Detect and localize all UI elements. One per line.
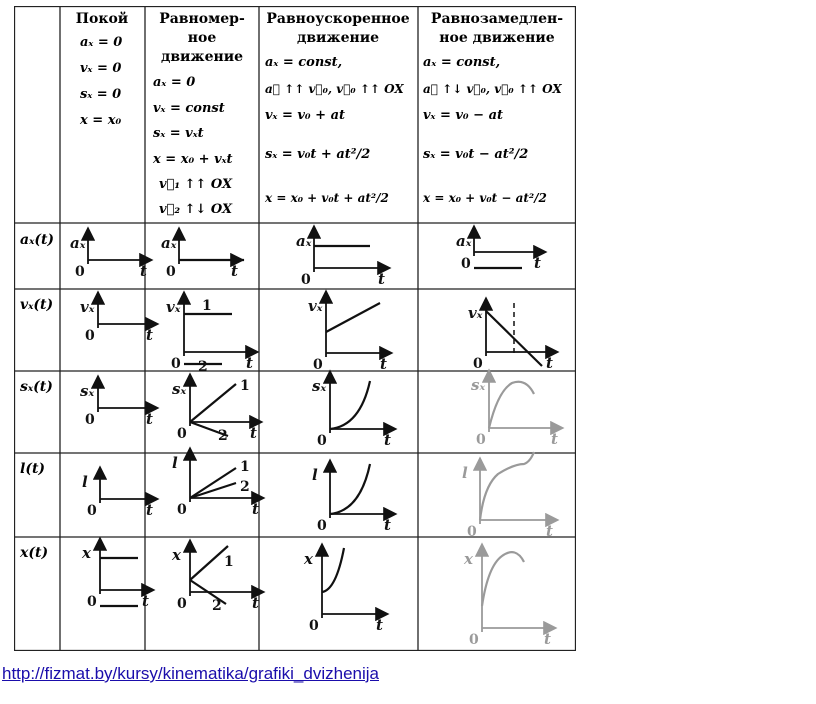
series-label-1: 1 (202, 298, 212, 314)
axis-t-label: t (142, 592, 149, 610)
header-uniform-title: ное (187, 30, 217, 46)
axis-t-label: t (146, 501, 153, 519)
header-decelerated-title: ное движение (439, 30, 555, 46)
header-rest-title: Покой (75, 11, 129, 27)
formula: x = x₀ (80, 113, 122, 128)
position-parabola (322, 548, 344, 592)
formula: aₓ = const, (265, 55, 343, 70)
formula: a⃗ ↑↓ v⃗₀, v⃗₀ ↑↑ OX (423, 82, 562, 96)
series-label-1: 1 (224, 554, 234, 570)
origin-label: 0 (317, 433, 327, 449)
displacement-parabola (330, 381, 370, 429)
axis-y-label: sₓ (312, 377, 327, 395)
origin-label: 0 (85, 328, 95, 344)
origin-label: 0 (301, 272, 311, 288)
formula: v⃗₁ ↑↑ OX (159, 177, 233, 192)
axis-t-label: t (380, 355, 387, 373)
origin-label: 0 (87, 594, 97, 610)
header-accelerated-title: Равноускоренное (266, 11, 410, 27)
axis-t-label: t (146, 410, 153, 428)
formula: aₓ = 0 (153, 75, 196, 90)
source-link[interactable]: http://fizmat.by/kursy/kinematika/grafiki_dvizhenija (2, 664, 379, 683)
origin-label: 0 (171, 356, 181, 372)
path-parabola (330, 464, 370, 514)
series-label-1: 1 (240, 378, 250, 394)
origin-label: 0 (309, 618, 319, 634)
table-grid (14, 6, 576, 651)
origin-label: 0 (75, 264, 85, 280)
path-decel-curve (480, 452, 534, 520)
row-label-x: x(t) (20, 545, 49, 561)
axis-t-label: t (384, 431, 391, 449)
axis-y-label: vₓ (308, 297, 323, 315)
formula: aₓ = const, (423, 55, 501, 70)
axis-t-label: t (252, 500, 259, 518)
axis-y-label: aₓ (456, 232, 472, 250)
axis-t-label: t (546, 354, 553, 372)
origin-label: 0 (177, 596, 187, 612)
axis-y-label: x (464, 550, 473, 568)
axis-y-label: vₓ (166, 298, 181, 316)
axis-t-label: t (544, 630, 551, 648)
origin-label: 0 (473, 356, 483, 372)
motion-graphs-table (14, 6, 576, 651)
header-uniform-title: движение (160, 49, 244, 65)
displacement-line-1 (190, 384, 236, 422)
table-svg (14, 6, 576, 651)
formula: sₓ = v₀t + at²/2 (265, 147, 371, 162)
formula: sₓ = 0 (80, 87, 122, 102)
axis-y-label: sₓ (80, 382, 95, 400)
axis-t-label: t (250, 424, 257, 442)
origin-label: 0 (467, 524, 477, 540)
axis-y-label: x (82, 544, 91, 562)
header-accelerated-title: движение (296, 30, 380, 46)
formula: sₓ = vₓt (153, 126, 204, 141)
formula: x = x₀ + vₓt (153, 152, 233, 167)
axis-y-label: l (462, 464, 468, 482)
origin-label: 0 (166, 264, 176, 280)
axis-y-label: aₓ (161, 234, 177, 252)
series-label-2: 2 (240, 479, 250, 495)
path-line-2 (190, 483, 236, 498)
origin-label: 0 (476, 432, 486, 448)
axis-y-label: vₓ (80, 298, 95, 316)
position-line-1 (190, 546, 228, 580)
header-rest (76, 10, 128, 128)
formula: v⃗₂ ↑↓ OX (159, 202, 233, 217)
header-decelerated (422, 11, 563, 205)
origin-label: 0 (461, 256, 471, 272)
axis-t-label: t (551, 430, 558, 448)
axis-y-label: sₓ (471, 376, 486, 394)
path-line-1 (190, 468, 236, 498)
axis-y-label: vₓ (468, 304, 483, 322)
velocity-falling-line (486, 311, 542, 366)
header-decelerated-title: Равнозамедлен- (430, 11, 564, 27)
series-label-2: 2 (198, 359, 208, 375)
axis-t-label: t (376, 616, 383, 634)
formula: vₓ = v₀ − at (423, 108, 503, 123)
axis-t-label: t (146, 326, 153, 344)
formula: vₓ = v₀ + at (265, 108, 345, 123)
axis-y-label: x (172, 546, 181, 564)
series-label-1: 1 (240, 459, 250, 475)
formula: vₓ = 0 (80, 61, 122, 76)
formula: sₓ = v₀t − at²/2 (423, 147, 529, 162)
origin-label: 0 (313, 357, 323, 373)
axis-t-label: t (246, 354, 253, 372)
graphs (70, 228, 561, 648)
axis-t-label: t (378, 270, 385, 288)
row-label-ax: aₓ(t) (20, 232, 55, 248)
position-decel-curve (482, 552, 524, 606)
axis-y-label: l (312, 466, 318, 484)
axis-t-label: t (252, 594, 259, 612)
origin-label: 0 (177, 502, 187, 518)
axis-y-label: x (304, 550, 313, 568)
header-uniform-title: Равномер- (159, 11, 245, 27)
series-label-2: 2 (212, 598, 222, 614)
axis-y-label: l (172, 454, 178, 472)
origin-label: 0 (317, 518, 327, 534)
formula: a⃗ ↑↑ v⃗₀, v⃗₀ ↑↑ OX (265, 82, 404, 96)
velocity-rising-line (326, 303, 380, 332)
formula: x = x₀ + v₀t − at²/2 (423, 191, 547, 205)
axis-t-label: t (546, 522, 553, 540)
header-uniform (152, 11, 245, 217)
row-label-l: l(t) (20, 461, 46, 477)
axis-t-label: t (231, 262, 238, 280)
axis-t-label: t (140, 262, 147, 280)
origin-label: 0 (177, 426, 187, 442)
header-accelerated (264, 11, 410, 205)
axis-y-label: l (82, 473, 88, 491)
origin-label: 0 (87, 503, 97, 519)
formula: x = x₀ + v₀t + at²/2 (265, 191, 389, 205)
axis-t-label: t (384, 516, 391, 534)
axis-y-label: aₓ (296, 232, 312, 250)
axis-t-label: t (534, 254, 541, 272)
series-label-2: 2 (218, 428, 228, 444)
axis-y-label: aₓ (70, 234, 86, 252)
formula: aₓ = 0 (80, 35, 123, 50)
row-label-vx: vₓ(t) (20, 297, 54, 313)
axis-y-label: sₓ (172, 380, 187, 398)
origin-label: 0 (469, 632, 479, 648)
origin-label: 0 (85, 412, 95, 428)
row-label-sx: sₓ(t) (20, 379, 53, 395)
displacement-decel-curve (489, 382, 534, 428)
formula: vₓ = const (153, 101, 225, 116)
